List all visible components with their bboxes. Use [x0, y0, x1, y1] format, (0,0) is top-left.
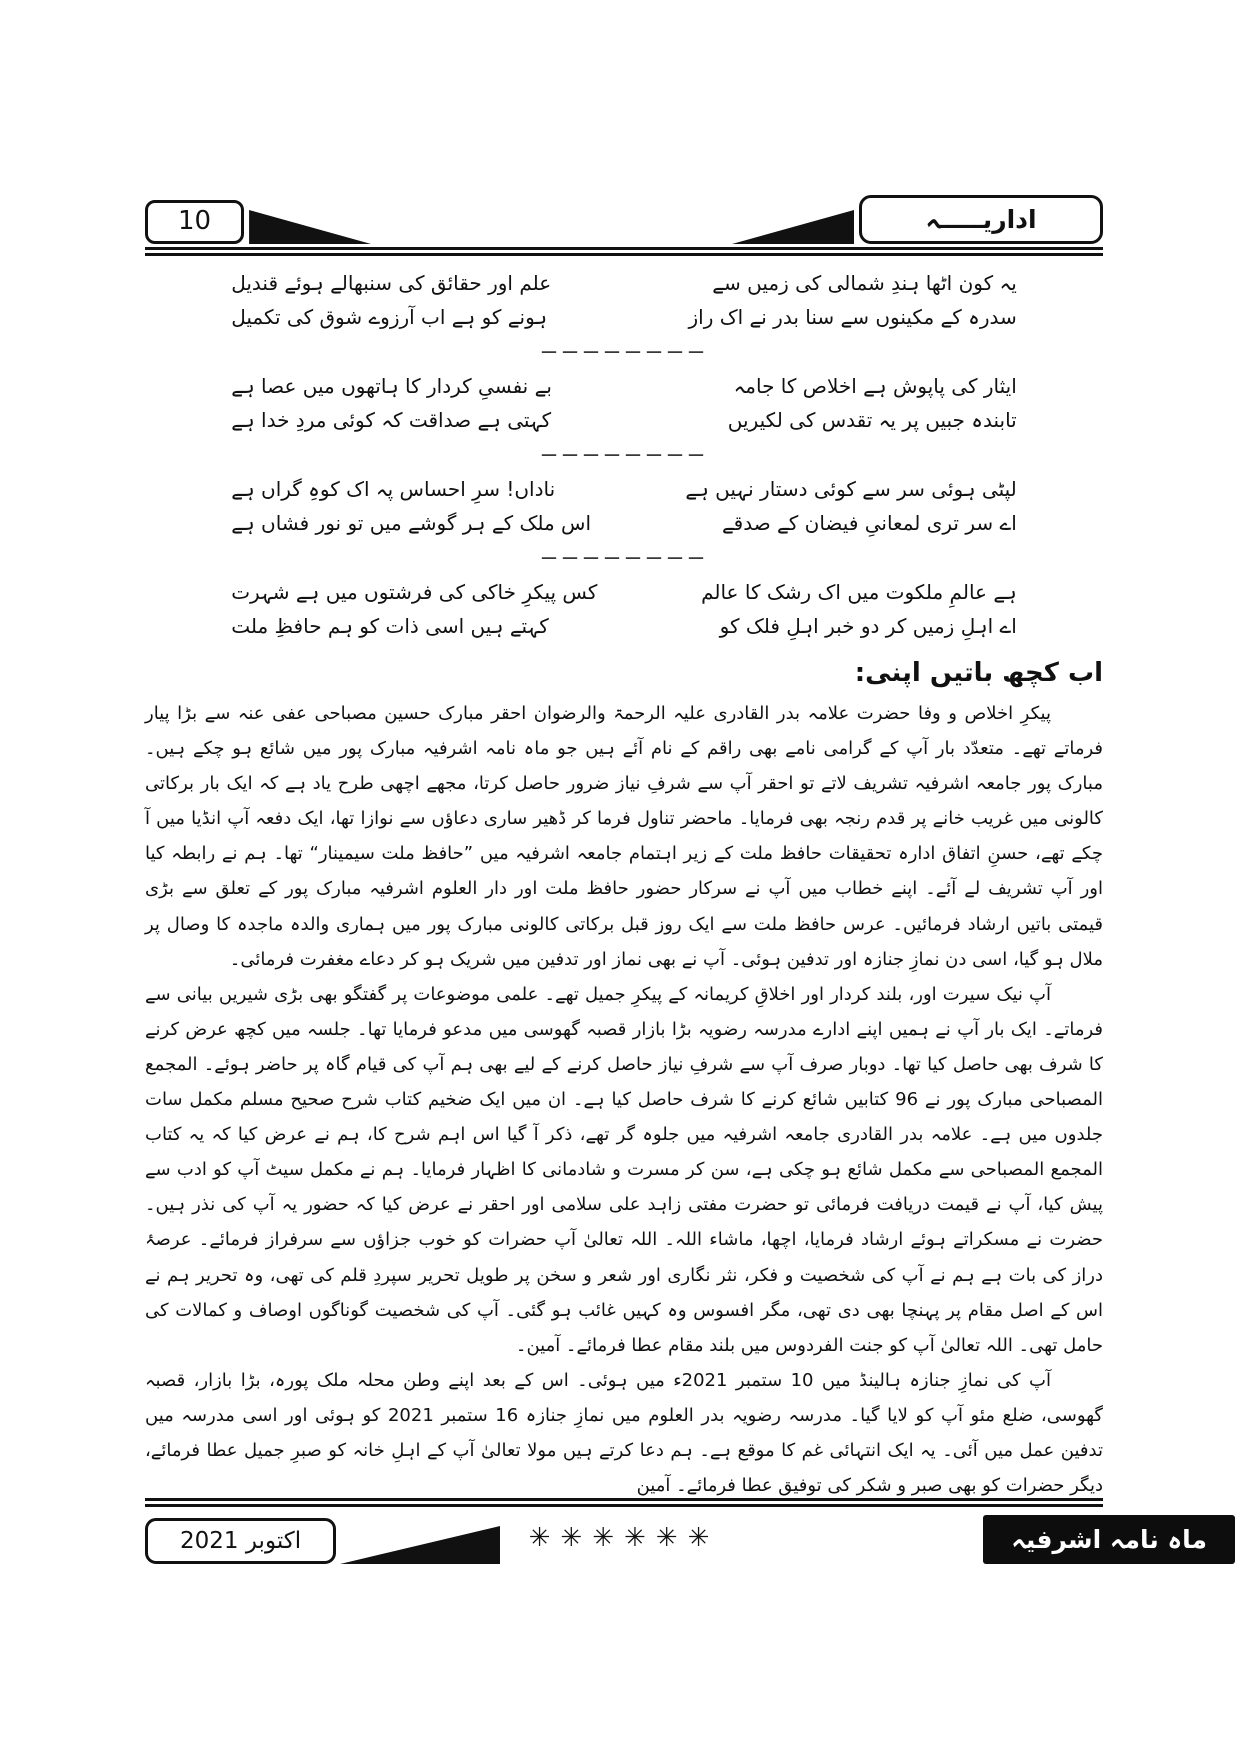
- page-number-group: [145, 200, 371, 244]
- end-ornament-asterisks: ✳✳✳✳✳✳: [528, 1523, 720, 1554]
- footer-row: [145, 1515, 1235, 1564]
- hemistich-left: کس پیکرِ خاکی کی فرشتوں میں ہے شہرت: [231, 580, 598, 604]
- footer-date-group: [145, 1518, 500, 1564]
- stanza-2: [231, 371, 1017, 436]
- header-right-wedge-icon: [732, 210, 854, 244]
- hemistich-left: کہتی ہے صداقت کہ کوئی مردِ خدا ہے: [231, 408, 552, 432]
- hemistich-left: ناداں! سرِ احساس پہ اک کوہِ گراں ہے: [231, 477, 556, 501]
- stanza-4: [231, 577, 1017, 642]
- magazine-name-box: ماہ نامہ اشرفیہ: [983, 1515, 1235, 1564]
- verse-line: [231, 611, 1017, 642]
- hemistich-right: سدرہ کے مکینوں سے سنا بدر نے اک راز: [688, 305, 1017, 329]
- hemistich-left: اس ملک کے ہر گوشے میں تو نور فشاں ہے: [231, 511, 592, 535]
- page-number-box: [145, 200, 244, 244]
- stanza-divider: －－－－－－－－: [539, 446, 708, 467]
- footer-wedge-icon: [340, 1526, 500, 1564]
- hemistich-right: یہ کون اٹھا ہندِ شمالی کی زمیں سے: [712, 271, 1017, 295]
- poetry-block: [231, 268, 1017, 642]
- hemistich-left: کہتے ہیں اسی ذات کو ہم حافظِ ملت: [231, 614, 549, 638]
- hemistich-left: ہونے کو ہے اب آرزوے شوق کی تکمیل: [231, 305, 548, 329]
- article-paragraph-2: آپ نیک سیرت اور، بلند کردار اور اخلاقِ کریمانہ کے پیکرِ جمیل تھے۔ علمی موضوعات پر گفتگو بھی بڑی شیریں بیانی سے فرماتے۔ ایک بار آپ نے ہمیں اپنے ادارے مدرسہ رضویہ بڑا بازار قصبہ گھوسی میں مدعو فرمایا تھا۔ جلسہ میں کچھ عرض کرنے کا شرف بھی حاصل کیا تھا۔ دوبار صرف آپ سے شرفِ نیاز حاصل کرنے کے لیے بھی ہم آپ کی قیام گاہ پر حاضر ہوئے۔ المجمع المصباحی مبارک پور نے 96 کتابیں شائع کرنے کا شرف حاصل کیا ہے۔ ان میں ایک ضخیم کتاب شرح صحیح مسلم مکمل سات جلدوں میں ہے۔ علامہ بدر القادری جامعہ اشرفیہ میں جلوہ گر تھے، ذکر آ گیا اس اہم شرح کا، ہم نے عرض کیا کہ یہ کتاب المجمع المصباحی سے مکمل شائع ہو چکی ہے، سن کر مسرت و شادمانی کا اظہار فرمایا۔ ہم نے مکمل سیٹ آپ کو ادب سے پیش کیا، آپ نے قیمت دریافت فرمائی تو حضرت مفتی زاہد علی سلامی اور احقر نے عرض کیا کہ حضور یہ آپ کی نذر ہیں۔ حضرت نے مسکراتے ہوئے ارشاد فرمایا، اچھا، ماشاء اللہ۔ اللہ تعالیٰ آپ حضرات کو خوب جزاؤں سے سرفراز فرمائے۔ عرصۂ دراز کی بات ہے ہم نے آپ کی شخصیت و فکر، نثر نگاری اور شعر و سخن پر طویل تحریر سپردِ قلم کی تھی، وہ تحریر ہم نے اس کے اصل مقام پر پہنچا بھی دی تھی، مگر افسوس وہ کہیں غائب ہو گئی۔ آپ کی شخصیت گوناگوں اوصاف و کمالات کی حامل تھی۔ اللہ تعالیٰ آپ کو جنت الفردوس میں بلند مقام عطا فرمائے۔ آمین۔: [145, 983, 1103, 1356]
- page-footer: [145, 1498, 1235, 1564]
- footer-date-box: اکتوبر 2021: [145, 1518, 336, 1564]
- hemistich-right: تابندہ جبیں پر یہ تقدس کی لکیریں: [727, 408, 1017, 432]
- page-header: [145, 196, 1103, 244]
- section-title-box: اداریـــــہ: [859, 195, 1103, 244]
- hemistich-right: اے سر تری لمعانیِ فیضان کے صدقے: [721, 511, 1017, 535]
- hemistich-left: بے نفسیِ کردار کا ہاتھوں میں عصا ہے: [231, 374, 552, 398]
- article-paragraph-3: آپ کی نمازِ جنازہ ہالینڈ میں 10 ستمبر 2021ء میں ہوئی۔ اس کے بعد اپنے وطن محلہ ملک پورہ، بڑا بازار، قصبہ گھوسی، ضلع مئو آپ کو لایا گیا۔ مدرسہ رضویہ بدر العلوم میں نمازِ جنازہ 16 ستمبر 2021 کو ہوئی اور اسی مدرسہ میں تدفین عمل میں آئی۔ یہ ایک انتہائی غم کا موقع ہے۔ ہم دعا کرتے ہیں مولا تعالیٰ آپ کے اہلِ خانہ کو صبرِ جمیل عطا فرمائے، دیگر حضرات کو بھی صبر و شکر کی توفیق عطا فرمائے۔ آمین: [145, 1369, 1103, 1497]
- verse-line: [231, 474, 1017, 505]
- article-paragraph-1: پیکرِ اخلاص و وفا حضرت علامہ بدر القادری علیہ الرحمۃ والرضوان احقر مبارک حسین مصباحی عفی عنہ سے بڑا پیار فرماتے تھے۔ متعدّد بار آپ کے گرامی نامے بھی راقم کے نام آئے ہیں جو ماہ نامہ اشرفیہ مبارک پور میں شائع ہو چکے ہیں۔ مبارک پور جامعہ اشرفیہ تشریف لاتے تو احقر آپ سے شرفِ نیاز ضرور حاصل کرتا، مجھے اچھی طرح یاد ہے کہ ایک بار برکاتی کالونی میں غریب خانے پر قدم رنجہ بھی فرمایا۔ ماحضر تناول فرما کر ڈھیر ساری دعاؤں سے نوازا تھا، ایک دفعہ آپ انڈیا میں آ چکے تھے، حسنِ اتفاق ادارہ تحقیقات حافظ ملت کے زیر اہتمام جامعہ اشرفیہ میں ”حافظ ملت سیمینار“ تھا۔ ہم نے رابطہ کیا اور آپ تشریف لے آئے۔ اپنے خطاب میں آپ نے سرکار حضور حافظ ملت اور دار العلوم اشرفیہ مبارک پور کے تعلق سے بڑی قیمتی باتیں ارشاد فرمائیں۔ عرس حافظ ملت سے ایک روز قبل برکاتی کالونی مبارک پور میں ہماری والدہ ماجدہ کا وصال پر ملال ہو گیا، اسی دن نمازِ جنازہ اور تدفین ہوئی۔ آپ نے بھی نماز اور تدفین میں شریک ہو کر دعاے مغفرت فرمائی۔: [145, 703, 1103, 970]
- footer-rule: [145, 1498, 1103, 1507]
- verse-line: [231, 405, 1017, 436]
- section-title-group: [732, 195, 1103, 244]
- verse-line: [231, 371, 1017, 402]
- header-left-wedge-icon: [249, 210, 371, 244]
- hemistich-right: لپٹی ہوئی سر سے کوئی دستار نہیں ہے: [685, 477, 1017, 501]
- hemistich-right: ہے عالمِ ملکوت میں اک رشک کا عالم: [701, 580, 1017, 604]
- hemistich-right: اے اہلِ زمیں کر دو خبر اہلِ فلک کو: [719, 614, 1017, 638]
- verse-line: [231, 302, 1017, 333]
- page-number: 10: [178, 206, 212, 237]
- stanza-1: [231, 268, 1017, 333]
- verse-line: [231, 508, 1017, 539]
- stanza-divider: －－－－－－－－: [539, 343, 708, 364]
- verse-line: [231, 577, 1017, 608]
- stanza-divider: －－－－－－－－: [539, 549, 708, 570]
- verse-line: [231, 268, 1017, 299]
- header-rule: [145, 247, 1103, 256]
- hemistich-right: ایثار کی پاپوش ہے اخلاص کا جامہ: [733, 374, 1017, 398]
- article-heading: اب کچھ باتیں اپنی:: [854, 658, 1103, 688]
- stanza-3: [231, 474, 1017, 539]
- hemistich-left: علم اور حقائق کی سنبھالے ہوئے قندیل: [231, 271, 552, 295]
